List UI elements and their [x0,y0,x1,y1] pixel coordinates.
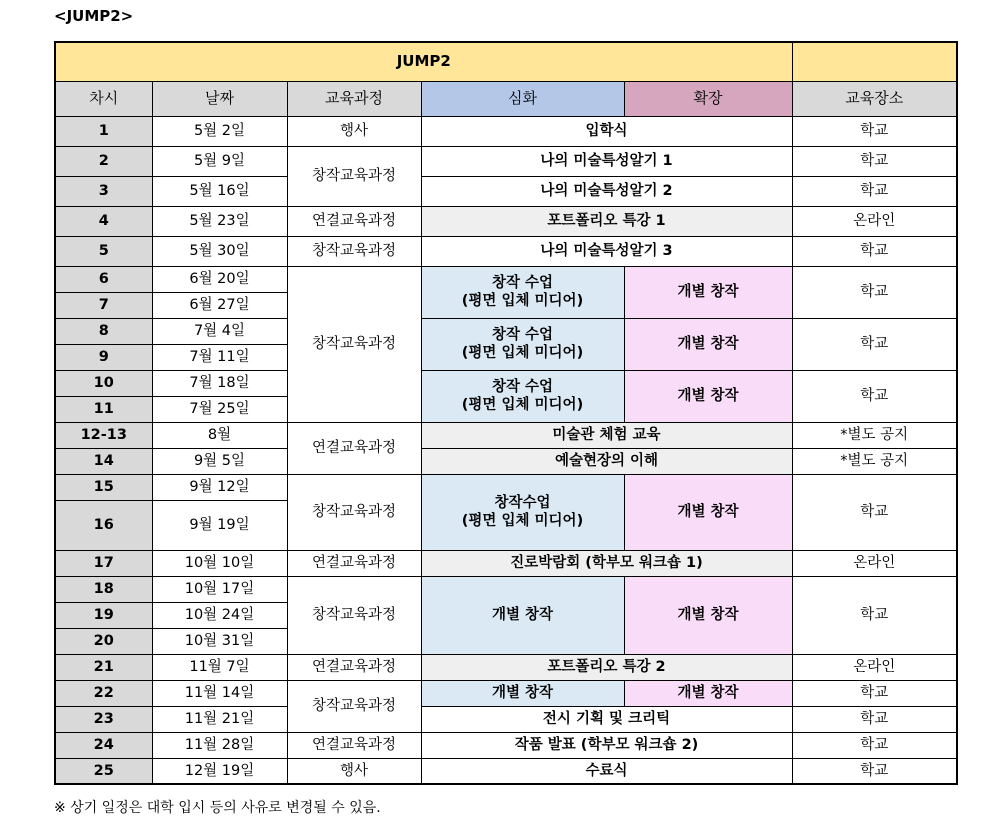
footnote: ※ 상기 일정은 대학 입시 등의 사유로 변경될 수 있음. [54,800,381,816]
session-number: 8 [55,318,152,344]
session-date: 5월 2일 [152,116,287,146]
schedule-table [54,41,958,785]
session-date: 5월 9일 [152,146,287,176]
session-number: 21 [55,654,152,680]
course-type: 연결교육과정 [287,654,421,680]
table-title-blank [792,42,957,81]
session-place: 학교 [792,576,957,654]
session-date: 7월 18일 [152,370,287,396]
session-number: 1 [55,116,152,146]
session-date: 10월 17일 [152,576,287,602]
session-number: 9 [55,344,152,370]
table-row [55,448,957,474]
course-type: 연결교육과정 [287,550,421,576]
table-row [55,680,957,706]
table-row [55,146,957,176]
ext-content: 개별 창작 [624,318,792,370]
session-content: 진로박람회 (학부모 워크숍 1) [421,550,792,576]
deep-content-line2: (평면 입체 미디어) [461,345,584,361]
session-date: 11월 21일 [152,706,287,732]
deep-content [421,474,624,550]
table-row [55,176,957,206]
session-content: 포트폴리오 특강 2 [421,654,792,680]
course-type: 연결교육과정 [287,206,421,236]
session-place: 학교 [792,266,957,318]
session-number: 14 [55,448,152,474]
table-row [55,474,957,500]
session-number: 2 [55,146,152,176]
session-place: 학교 [792,116,957,146]
session-number: 7 [55,292,152,318]
session-content: 포트폴리오 특강 1 [421,206,792,236]
table-row [55,266,957,292]
deep-content [421,370,624,422]
deep-content-line1: 창작 수업 [491,326,554,343]
session-place: 학교 [792,176,957,206]
session-date: 11월 14일 [152,680,287,706]
course-type: 연결교육과정 [287,732,421,758]
ext-content: 개별 창작 [624,474,792,550]
session-place: *별도 공지 [792,422,957,448]
course-type: 창작교육과정 [287,236,421,266]
session-date: 9월 5일 [152,448,287,474]
session-place: 학교 [792,370,957,422]
session-content: 미술관 체험 교육 [421,422,792,448]
deep-content-line2: (평면 입체 미디어) [461,397,584,413]
session-date: 5월 23일 [152,206,287,236]
table-row [55,576,957,602]
course-type: 행사 [287,758,421,784]
session-number: 24 [55,732,152,758]
session-number: 6 [55,266,152,292]
session-number: 15 [55,474,152,500]
session-date: 11월 28일 [152,732,287,758]
table-row [55,318,957,344]
course-type: 연결교육과정 [287,422,421,474]
session-place: 온라인 [792,654,957,680]
table-row [55,654,957,680]
session-number: 17 [55,550,152,576]
session-content: 전시 기획 및 크리틱 [421,706,792,732]
session-number: 25 [55,758,152,784]
session-place: 학교 [792,474,957,550]
session-content: 입학식 [421,116,792,146]
session-number: 22 [55,680,152,706]
session-place: 학교 [792,732,957,758]
table-row [55,550,957,576]
course-type: 창작교육과정 [287,474,421,550]
session-date: 5월 16일 [152,176,287,206]
course-type: 창작교육과정 [287,576,421,654]
deep-content-line1: 창작 수업 [491,274,554,291]
session-place: 온라인 [792,206,957,236]
session-date: 7월 25일 [152,396,287,422]
session-number: 18 [55,576,152,602]
course-type: 행사 [287,116,421,146]
session-number: 16 [55,500,152,550]
deep-content-line1: 창작 수업 [491,378,554,395]
table-title: JUMP2 [55,42,792,81]
session-content: 나의 미술특성알기 3 [421,236,792,266]
session-date: 10월 31일 [152,628,287,654]
session-date: 6월 27일 [152,292,287,318]
session-number: 19 [55,602,152,628]
table-row [55,370,957,396]
course-type: 창작교육과정 [287,146,421,206]
deep-content-line2: (평면 입체 미디어) [461,293,584,309]
session-content: 작품 발표 (학부모 워크숍 2) [421,732,792,758]
session-number: 23 [55,706,152,732]
session-place: 학교 [792,318,957,370]
session-date: 12월 19일 [152,758,287,784]
session-number: 3 [55,176,152,206]
course-type: 창작교육과정 [287,266,421,422]
ext-content: 개별 창작 [624,680,792,706]
session-number: 5 [55,236,152,266]
table-row [55,236,957,266]
session-number: 12-13 [55,422,152,448]
session-date: 7월 11일 [152,344,287,370]
page-heading: <JUMP2> [54,7,134,25]
deep-content-line2: (평면 입체 미디어) [461,513,584,529]
session-content: 나의 미술특성알기 1 [421,146,792,176]
header-ext: 확장 [624,81,792,116]
session-place: 학교 [792,680,957,706]
header-deep: 심화 [421,81,624,116]
session-place: *별도 공지 [792,448,957,474]
deep-content [421,318,624,370]
session-place: 학교 [792,146,957,176]
table-row [55,758,957,784]
deep-content: 개별 창작 [421,576,624,654]
session-number: 11 [55,396,152,422]
session-content: 수료식 [421,758,792,784]
table-row [55,116,957,146]
session-date: 10월 24일 [152,602,287,628]
session-number: 20 [55,628,152,654]
session-date: 5월 30일 [152,236,287,266]
session-date: 9월 12일 [152,474,287,500]
session-place: 학교 [792,758,957,784]
table-row [55,706,957,732]
session-number: 4 [55,206,152,236]
header-place: 교육장소 [792,81,957,116]
session-date: 7월 4일 [152,318,287,344]
session-number: 10 [55,370,152,396]
session-content: 예술현장의 이해 [421,448,792,474]
table-row [55,206,957,236]
session-place: 학교 [792,236,957,266]
deep-content: 개별 창작 [421,680,624,706]
session-place: 학교 [792,706,957,732]
table-row [55,732,957,758]
session-place: 온라인 [792,550,957,576]
session-date: 10월 10일 [152,550,287,576]
session-date: 8월 [152,422,287,448]
deep-content-line1: 창작수업 [494,494,551,511]
deep-content [421,266,624,318]
header-course: 교육과정 [287,81,421,116]
course-type: 창작교육과정 [287,680,421,732]
session-date: 6월 20일 [152,266,287,292]
session-content: 나의 미술특성알기 2 [421,176,792,206]
header-date: 날짜 [152,81,287,116]
session-date: 11월 7일 [152,654,287,680]
ext-content: 개별 창작 [624,576,792,654]
ext-content: 개별 창작 [624,370,792,422]
header-session: 차시 [55,81,152,116]
ext-content: 개별 창작 [624,266,792,318]
table-row [55,422,957,448]
session-date: 9월 19일 [152,500,287,550]
